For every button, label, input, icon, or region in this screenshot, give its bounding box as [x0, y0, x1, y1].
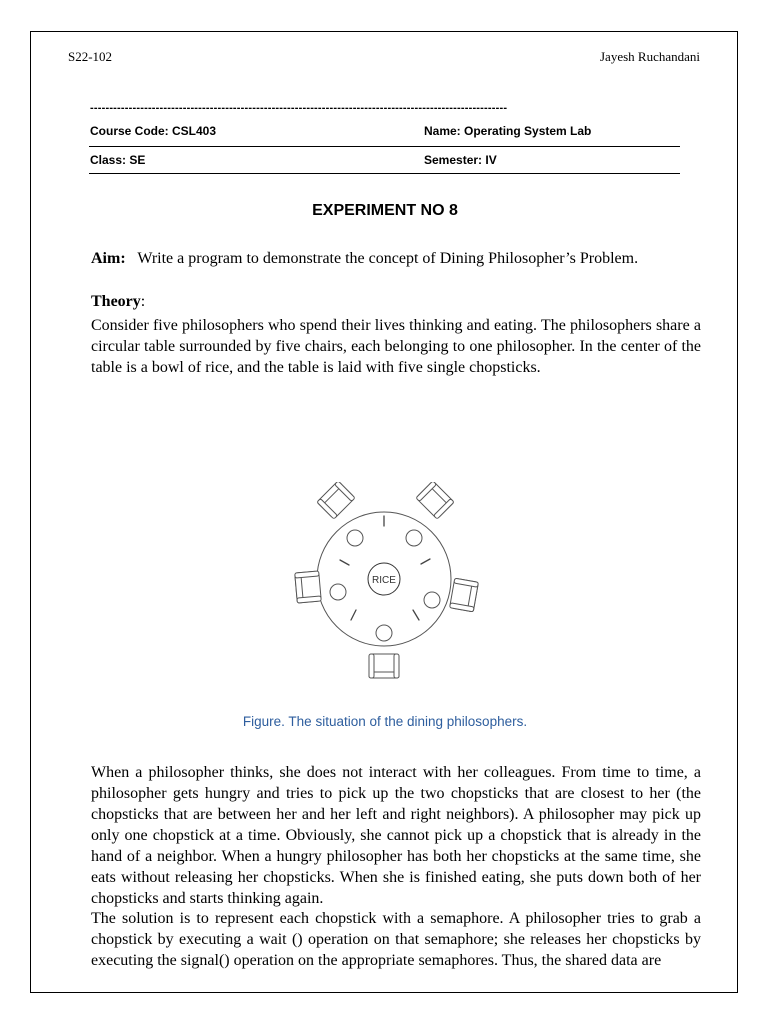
- course-name: Name: Operating System Lab: [424, 124, 592, 138]
- body-paragraph-2: The solution is to represent each chopstick with a semaphore. A philosopher tries to grab a chopstick by executing a wait () operation on that semaphore; she releases her chopsticks by executing the signal() operation on the appropriate semaphores. Thus, the shared data are: [91, 910, 701, 969]
- experiment-title: EXPERIMENT NO 8: [312, 202, 458, 219]
- info-divider: [89, 146, 680, 147]
- theory-label: Theory: [91, 293, 141, 310]
- theory-intro: Consider five philosophers who spend their lives thinking and eating. The philosophers share a circular table surrounded by five chairs, each belonging to one philosopher. In the center of the table is a bowl of rice, and the table is laid with five single chopsticks.: [91, 317, 701, 376]
- plate: [330, 584, 346, 600]
- aim-label: Aim:: [91, 250, 126, 267]
- plate: [347, 530, 363, 546]
- plate: [424, 592, 440, 608]
- class-label: Class: SE: [90, 153, 146, 167]
- document-page: [30, 31, 738, 993]
- chair: [416, 482, 454, 519]
- info-divider: [89, 173, 680, 174]
- chair: [369, 654, 399, 678]
- figure-caption: Figure. The situation of the dining philosophers.: [242, 714, 528, 729]
- aim-section: [91, 250, 638, 268]
- body-paragraph-1: When a philosopher thinks, she does not interact with her colleagues. From time to time, a philosopher gets hungry and tries to pick up the two chopsticks that are closest to her (the chopsticks that are between her and her left and right neighbors). A philosopher may pick up only one chopstick at a time. Obviously, she cannot pick up a chopstick that is already in the hand of a neighbor. When a hungry philosopher has both her chopsticks at the same time, she eats without releasing her chopsticks. When she is finished eating, she puts down both of her chopsticks and starts thinking again.: [91, 764, 701, 907]
- header-code: S22-102: [68, 49, 113, 64]
- semester-label: Semester: IV: [424, 153, 497, 167]
- chair: [450, 578, 479, 612]
- plate: [406, 530, 422, 546]
- aim-text: Write a program to demonstrate the concept of Dining Philosopher’s Problem.: [137, 250, 639, 267]
- course-code: Course Code: CSL403: [90, 124, 217, 138]
- dining-philosophers-figure: [288, 482, 480, 682]
- dash-separator: ------------------------------------------------------------------------------------------------------------: [90, 102, 508, 114]
- theory-heading: Theory:: [91, 293, 146, 310]
- plate: [376, 625, 392, 641]
- header-author: Jayesh Ruchandani: [599, 49, 700, 64]
- rice-label: RICE: [372, 575, 396, 586]
- chair: [317, 482, 355, 519]
- chair: [295, 571, 322, 603]
